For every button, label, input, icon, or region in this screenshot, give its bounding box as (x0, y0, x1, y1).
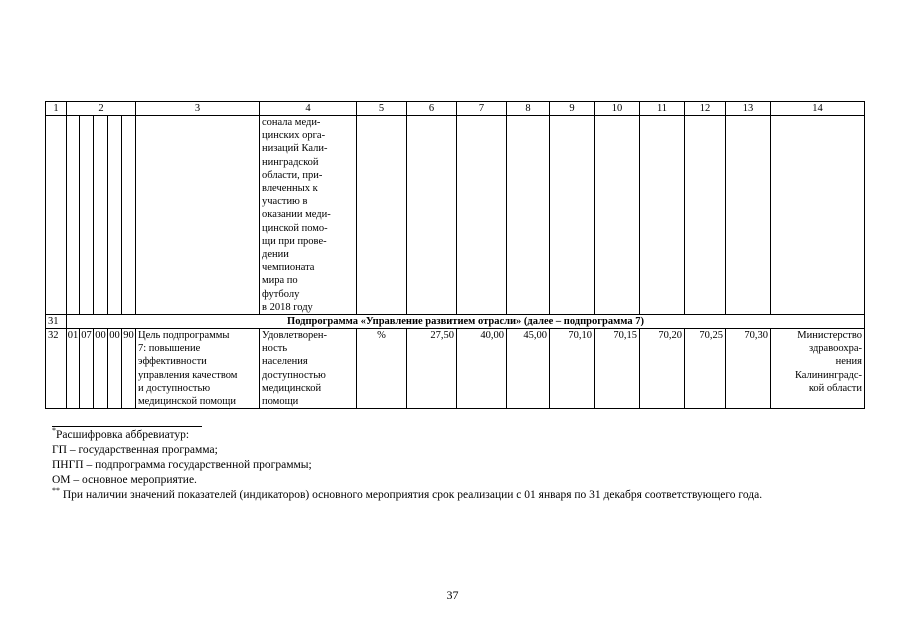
value-cell: 45,00 (507, 329, 550, 409)
goal-cell: Цель подпрограммы 7: повышение эффективности управления качеством и доступностью медицинской помощи (136, 329, 260, 409)
footnote-1 (52, 428, 762, 443)
indicator-cell: Удовлетворен- ность населения доступностью медицинской помощи (260, 329, 357, 409)
header-cell: 11 (640, 102, 685, 116)
value-cell: 70,20 (640, 329, 685, 409)
header-cell: 13 (726, 102, 771, 116)
footnote-text: При наличии значений показателей (индикаторов) основного мероприятия срок реализации с 01 января по 31 декабря соответствующего года. (62, 489, 763, 501)
footnote-mark: * (52, 426, 56, 436)
footnote-separator (52, 426, 202, 427)
section-row (46, 315, 865, 329)
code-cell: 90 (122, 329, 136, 409)
continuation-indicator-text: сонала меди- цинских орга- низаций Кали- нинградской области, при- влеченных к участию в оказании меди- цинской помо- щи при прове- дении чемпионата мира по футболу в 2018 году (260, 116, 357, 315)
header-cell: 10 (595, 102, 640, 116)
header-cell: 3 (136, 102, 260, 116)
header-cell: 9 (550, 102, 595, 116)
footnote-text: Расшифровка аббревиатур: (56, 429, 190, 441)
row-number: 32 (46, 329, 67, 409)
footnote-text: ПНГП – подпрограмма государственной программы; (52, 459, 312, 471)
value-cell: 70,25 (685, 329, 726, 409)
header-cell: 12 (685, 102, 726, 116)
header-cell: 7 (457, 102, 507, 116)
indicators-table (45, 101, 865, 409)
code-cell: 07 (80, 329, 94, 409)
value-cell: 70,10 (550, 329, 595, 409)
header-cell: 1 (46, 102, 67, 116)
value-cell: 40,00 (457, 329, 507, 409)
code-cell: 01 (67, 329, 80, 409)
code-cell: 00 (108, 329, 122, 409)
header-cell: 2 (67, 102, 136, 116)
continuation-row (46, 116, 865, 315)
section-number: 31 (46, 315, 67, 329)
header-cell: 14 (771, 102, 865, 116)
section-title: Подпрограмма «Управление развитием отрасли» (далее – подпрограмма 7) (67, 315, 865, 329)
footnotes (52, 428, 762, 503)
footnote-text: ГП – государственная программа; (52, 444, 218, 456)
footnote-text: ОМ – основное мероприятие. (52, 474, 197, 486)
unit-cell: % (357, 329, 407, 409)
value-cell: 70,15 (595, 329, 640, 409)
page-number: 37 (446, 588, 459, 602)
table-row (46, 329, 865, 409)
value-cell: 27,50 (407, 329, 457, 409)
footnote-mark: ** (52, 486, 60, 496)
footnote-2 (52, 488, 762, 503)
header-cell: 8 (507, 102, 550, 116)
executor-cell: Министерство здравоохра- нения Калининградс- кой области (771, 329, 865, 409)
header-cell: 4 (260, 102, 357, 116)
value-cell: 70,30 (726, 329, 771, 409)
header-cell: 5 (357, 102, 407, 116)
header-cell: 6 (407, 102, 457, 116)
header-row (46, 102, 865, 116)
code-cell: 00 (94, 329, 108, 409)
